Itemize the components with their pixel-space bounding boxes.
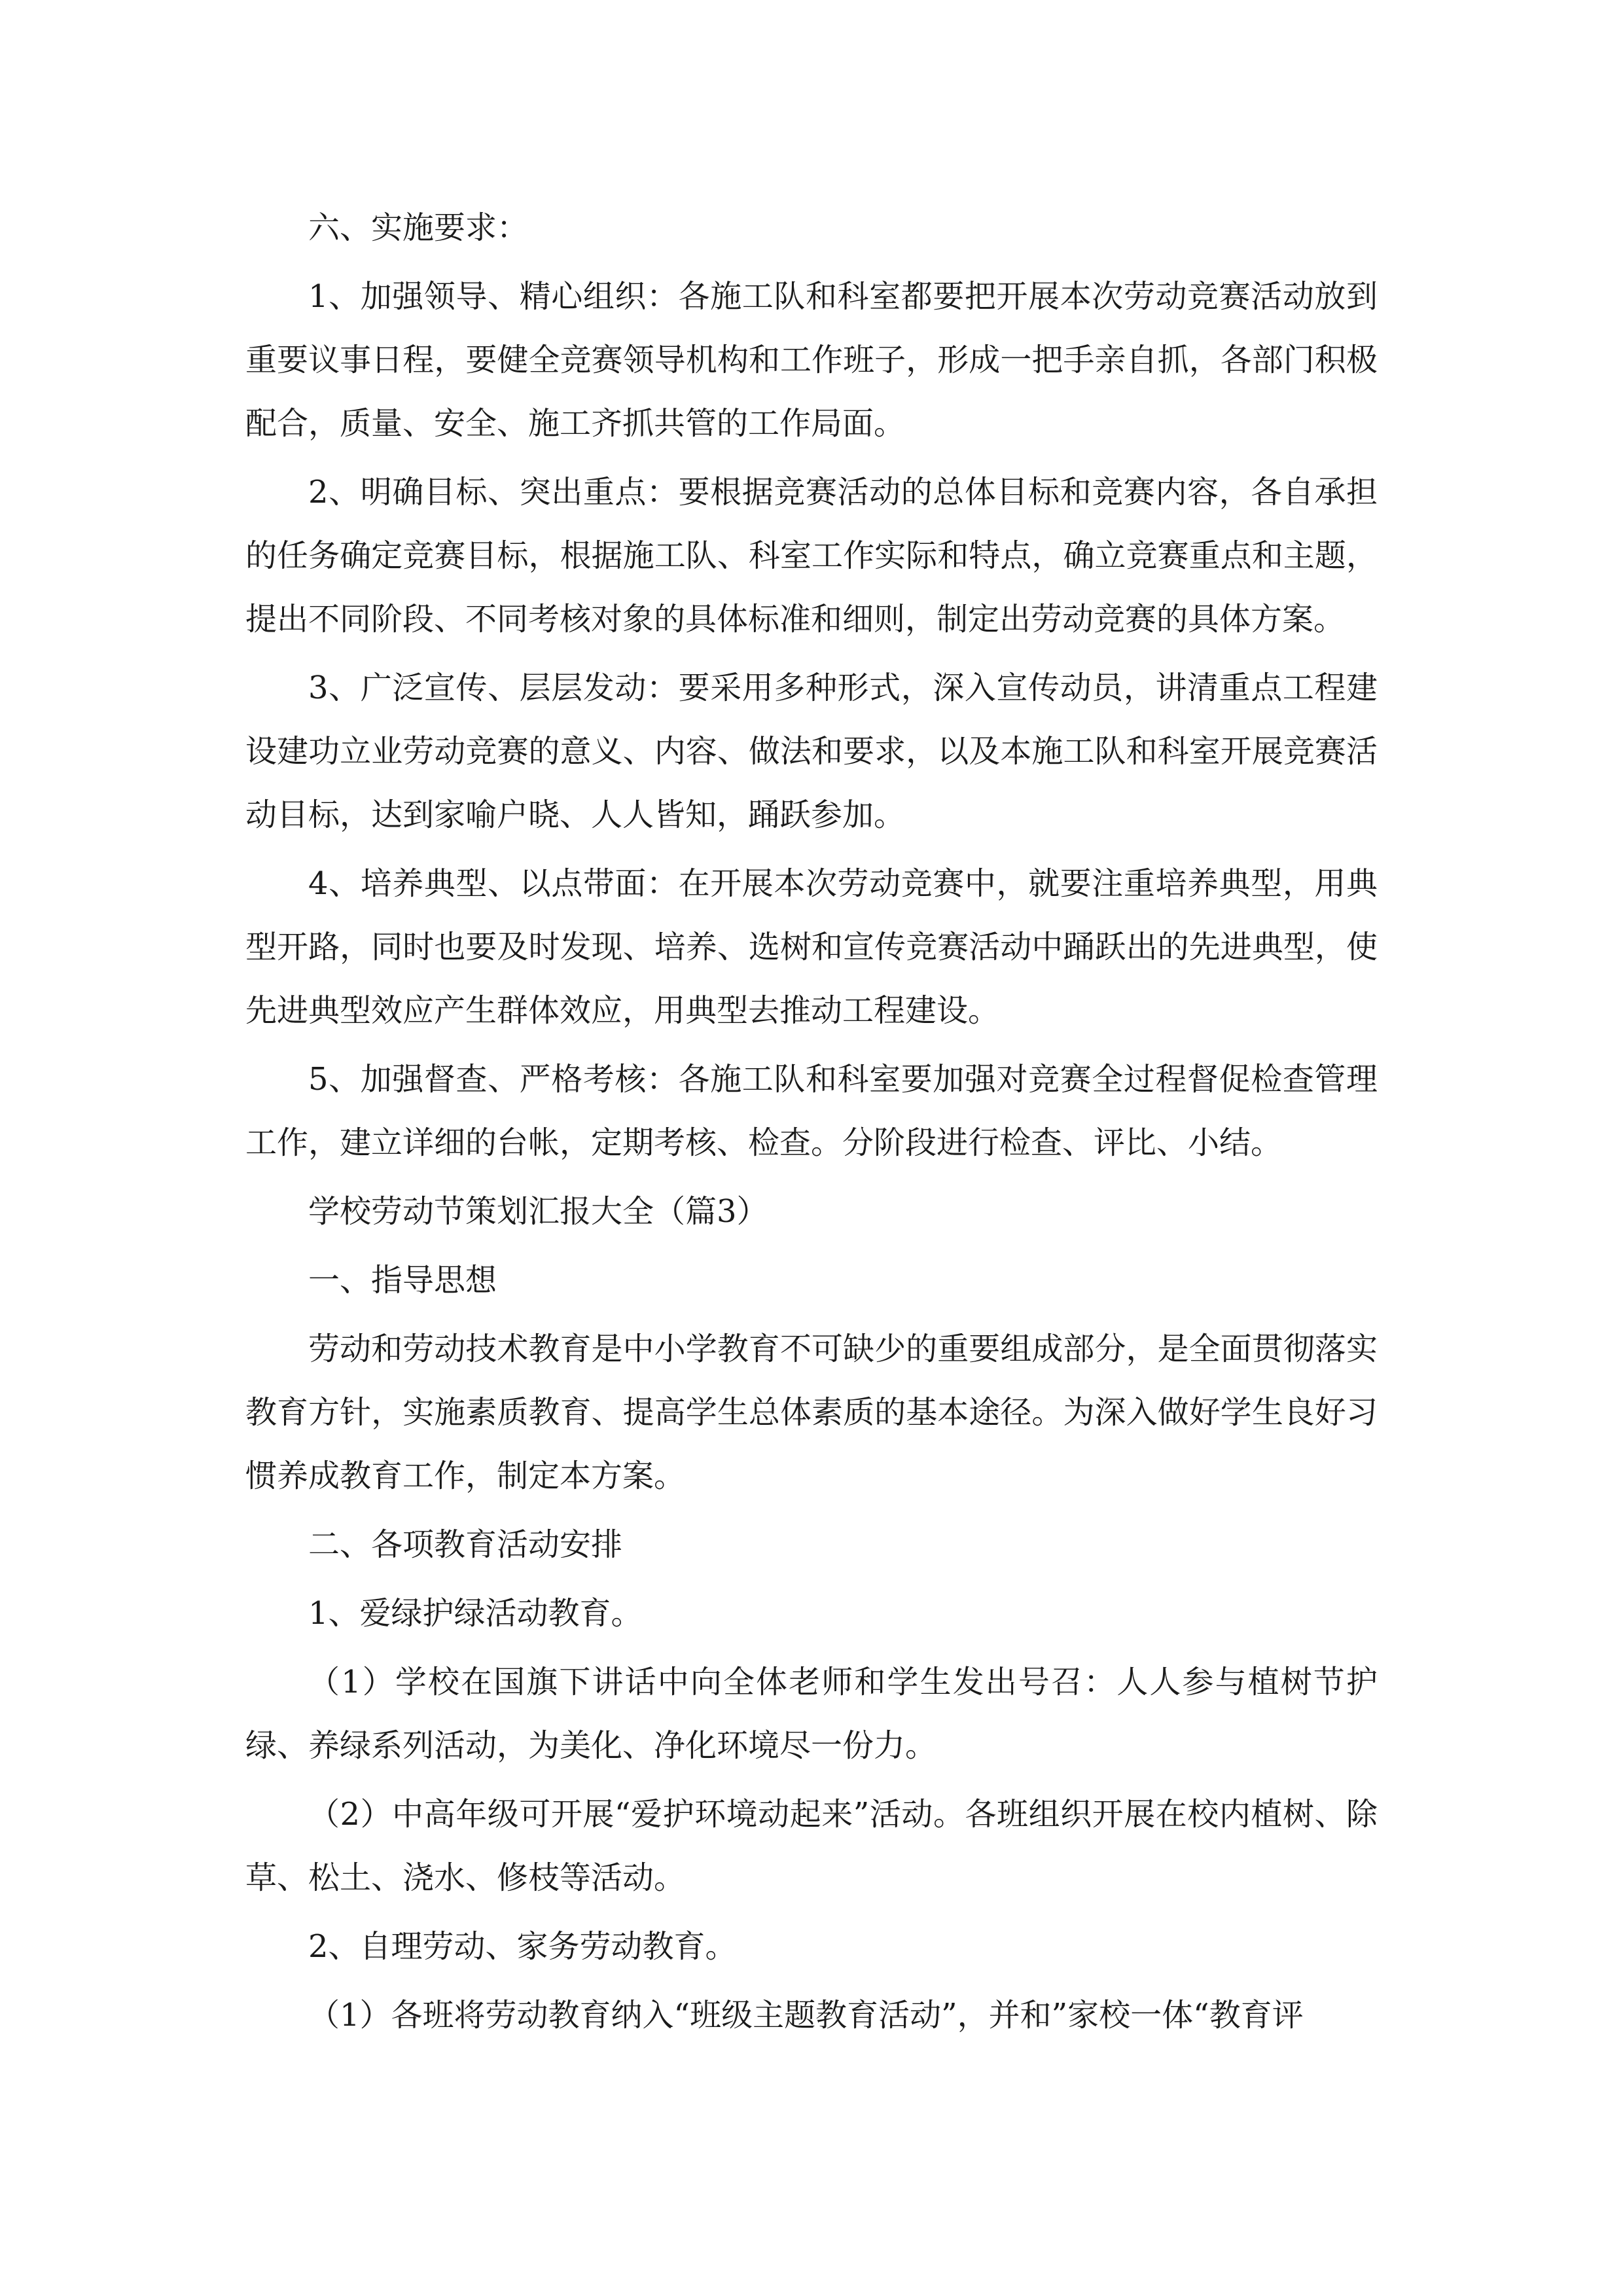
heading-green-activity: 1、爱绿护绿活动教育。 [308,1595,643,1632]
heading-activity-arrangements: 二、各项教育活动安排 [308,1526,623,1563]
paragraph-requirement-3: 3、广泛宣传、层层发动：要采用多种形式，深入宣传动员，讲清重点工程建设建功立业劳动竞赛的意义、内容、做法和要求，以及本施工队和科室开展竞赛活动目标，达到家喻户晓、人人皆知，踊跃参加。 [245,670,1378,833]
paragraph-green-activity-1: （1）学校在国旗下讲话中向全体老师和学生发出号召：人人参与植树节护绿、养绿系列活动，为美化、净化环境尽一份力。 [245,1664,1378,1764]
heading-implementation-requirements: 六、实施要求： [308,209,529,246]
document-body [245,196,1378,2053]
paragraph-green-activity-2: （2）中高年级可开展“爱护环境动起来”活动。各班组织开展在校内植树、除草、松土、浇水、修枝等活动。 [245,1796,1378,1896]
heading-guiding-ideology: 一、指导思想 [308,1262,497,1299]
paragraph-requirement-2: 2、明确目标、突出重点：要根据竞赛活动的总体目标和竞赛内容，各自承担的任务确定竞赛目标，根据施工队、科室工作实际和特点，确立竞赛重点和主题，提出不同阶段、不同考核对象的具体标准和细则，制定出劳动竞赛的具体方案。 [245,474,1378,637]
paragraph-guiding-ideology: 劳动和劳动技术教育是中小学教育不可缺少的重要组成部分，是全面贯彻落实教育方针，实施素质教育、提高学生总体素质的基本途径。为深入做好学生良好习惯养成教育工作，制定本方案。 [245,1331,1378,1494]
paragraph-self-care-labor-1: （1）各班将劳动教育纳入“班级主题教育活动”，并和”家校一体“教育评 [308,1997,1304,2034]
paragraph-requirement-4: 4、培养典型、以点带面：在开展本次劳动竞赛中，就要注重培养典型，用典型开路，同时也要及时发现、培养、选树和宣传竞赛活动中踊跃出的先进典型，使先进典型效应产生群体效应，用典型去推动工程建设。 [245,865,1378,1029]
section-title-part-3: 学校劳动节策划汇报大全（篇3） [308,1193,768,1230]
paragraph-requirement-1: 1、加强领导、精心组织：各施工队和科室都要把开展本次劳动竞赛活动放到重要议事日程，要健全竞赛领导机构和工作班子，形成一把手亲自抓，各部门积极配合，质量、安全、施工齐抓共管的工作局面。 [245,278,1378,442]
paragraph-requirement-5: 5、加强督查、严格考核：各施工队和科室要加强对竞赛全过程督促检查管理工作，建立详细的台帐，定期考核、检查。分阶段进行检查、评比、小结。 [245,1061,1378,1161]
heading-self-care-labor: 2、自理劳动、家务劳动教育。 [308,1928,737,1965]
